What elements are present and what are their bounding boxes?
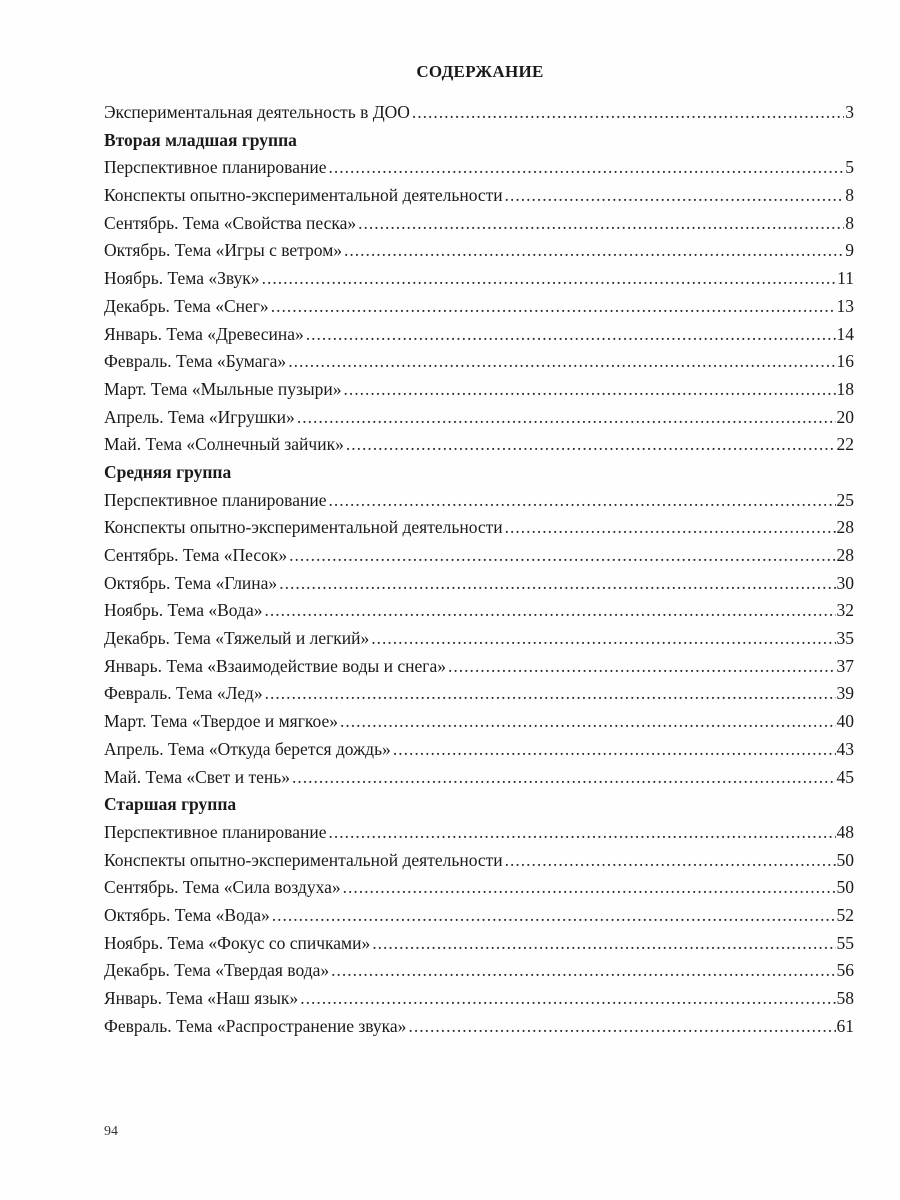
dot-leader xyxy=(505,847,836,875)
toc-page-number: 58 xyxy=(836,988,854,1008)
toc-page-number: 56 xyxy=(836,960,854,981)
dot-leader xyxy=(292,764,836,792)
toc-entry-text: Январь. Тема «Древесина» xyxy=(104,323,304,344)
toc-entry xyxy=(104,182,854,210)
dot-leader xyxy=(343,874,836,902)
dot-leader xyxy=(408,1013,835,1041)
dot-leader xyxy=(297,404,836,432)
toc-entry xyxy=(104,985,854,1013)
toc-page-number: 50 xyxy=(836,877,854,898)
dot-leader xyxy=(306,321,836,349)
toc-page-number: 18 xyxy=(836,378,854,399)
toc-page-number: 45 xyxy=(836,766,854,787)
section-heading-text: Вторая младшая группа xyxy=(104,129,297,150)
toc-entry-text: Январь. Тема «Взаимодействие воды и снега» xyxy=(104,655,446,676)
toc-entry xyxy=(104,902,854,930)
toc-page-number: 43 xyxy=(836,738,854,759)
dot-leader xyxy=(344,237,844,265)
dot-leader xyxy=(358,210,844,238)
dot-leader xyxy=(448,653,836,681)
dot-leader xyxy=(264,597,835,625)
toc-page-number: 8 xyxy=(845,185,854,206)
toc-page-number: 40 xyxy=(836,711,854,732)
toc-entry-text: Декабрь. Тема «Тяжелый и легкий» xyxy=(104,628,370,649)
toc-entry xyxy=(104,237,854,265)
toc-entry-text: Сентябрь. Тема «Сила воздуха» xyxy=(104,877,341,898)
toc-entry xyxy=(104,736,854,764)
toc-entry xyxy=(104,376,854,404)
toc-entry-text: Декабрь. Тема «Твердая вода» xyxy=(104,960,330,981)
toc-entry xyxy=(104,487,854,515)
toc-page-number: 5 xyxy=(845,157,854,178)
toc-entry-text: Октябрь. Тема «Игры с ветром» xyxy=(104,240,343,261)
toc-entry xyxy=(104,321,854,349)
table-of-contents xyxy=(104,99,854,1040)
toc-entry-text: Апрель. Тема «Откуда берется дождь» xyxy=(104,738,391,759)
toc-entry xyxy=(104,265,854,293)
dot-leader xyxy=(265,680,836,708)
toc-entry-text: Май. Тема «Солнечный зайчик» xyxy=(104,434,344,455)
toc-page-number: 32 xyxy=(836,600,854,621)
toc-page-number: 50 xyxy=(836,849,854,870)
dot-leader xyxy=(288,348,835,376)
toc-entry xyxy=(104,957,854,985)
toc-page-number: 35 xyxy=(836,628,854,649)
toc-entry-text: Октябрь. Тема «Вода» xyxy=(104,904,270,925)
toc-entry-text: Февраль. Тема «Распространение звука» xyxy=(104,1015,407,1036)
dot-leader xyxy=(328,819,835,847)
toc-entry xyxy=(104,874,854,902)
toc-entry xyxy=(104,653,854,681)
dot-leader xyxy=(346,431,836,459)
toc-page-number: 20 xyxy=(836,406,854,427)
toc-entry-text: Сентябрь. Тема «Песок» xyxy=(104,545,288,565)
toc-page-number: 61 xyxy=(836,1015,854,1036)
toc-entry xyxy=(104,764,854,792)
toc-section-heading xyxy=(104,791,854,819)
dot-leader xyxy=(393,736,836,764)
toc-page-number: 55 xyxy=(836,932,854,953)
dot-leader xyxy=(271,293,836,321)
toc-page-number: 39 xyxy=(836,683,854,704)
toc-entry-text: Сентябрь. Тема «Свойства песка» xyxy=(104,212,357,233)
toc-page-number: 37 xyxy=(836,655,854,676)
toc-page-number: 3 xyxy=(845,102,854,122)
section-heading-text: Средняя группа xyxy=(104,461,232,482)
toc-page-number: 28 xyxy=(836,545,854,565)
toc-page-number: 25 xyxy=(836,489,854,510)
toc-section-heading xyxy=(104,127,854,155)
dot-leader xyxy=(262,265,837,293)
toc-entry xyxy=(104,680,854,708)
toc-title: СОДЕРЖАНИЕ xyxy=(416,62,544,81)
toc-entry xyxy=(104,404,854,432)
toc-page-number: 8 xyxy=(845,212,854,233)
toc-entry xyxy=(104,819,854,847)
toc-entry-text: Перспективное планирование xyxy=(104,157,327,178)
toc-entry-text: Февраль. Тема «Лед» xyxy=(104,683,263,704)
toc-entry-text: Март. Тема «Твердое и мягкое» xyxy=(104,711,338,732)
toc-entry-text: Январь. Тема «Наш язык» xyxy=(104,988,299,1008)
toc-section-heading xyxy=(104,459,854,487)
toc-entry xyxy=(104,514,854,542)
toc-entry-text: Май. Тема «Свет и тень» xyxy=(104,766,290,787)
toc-entry-text: Февраль. Тема «Бумага» xyxy=(104,351,287,372)
section-heading-text: Старшая группа xyxy=(104,794,237,815)
toc-page-number: 28 xyxy=(836,517,854,538)
toc-entry xyxy=(104,542,854,570)
dot-leader xyxy=(505,182,845,210)
toc-page-number: 22 xyxy=(836,434,854,455)
toc-page-number: 30 xyxy=(836,572,854,593)
toc-entry xyxy=(104,431,854,459)
toc-entry xyxy=(104,348,854,376)
dot-leader xyxy=(300,985,835,1013)
dot-leader xyxy=(289,542,835,570)
toc-page-number: 52 xyxy=(836,904,854,925)
toc-entry-text: Октябрь. Тема «Глина» xyxy=(104,572,278,593)
toc-entry xyxy=(104,1013,854,1041)
toc-entry-text: Конспекты опытно-экспериментальной деятельности xyxy=(104,517,503,538)
toc-entry xyxy=(104,847,854,875)
dot-leader xyxy=(371,625,835,653)
toc-entry xyxy=(104,708,854,736)
toc-entry-text: Перспективное планирование xyxy=(104,821,327,842)
dot-leader xyxy=(344,376,836,404)
toc-entry-text: Ноябрь. Тема «Звук» xyxy=(104,268,260,289)
toc-page-number: 14 xyxy=(836,323,854,344)
toc-entry xyxy=(104,293,854,321)
dot-leader xyxy=(505,514,836,542)
toc-page-number: 9 xyxy=(845,240,854,261)
toc-entry-text: Декабрь. Тема «Снег» xyxy=(104,295,269,316)
dot-leader xyxy=(412,99,844,127)
dot-leader xyxy=(331,957,835,985)
toc-entry-text: Экспериментальная деятельность в ДОО xyxy=(104,102,410,122)
toc-page-number: 48 xyxy=(836,821,854,842)
dot-leader xyxy=(372,930,835,958)
toc-entry-text: Перспективное планирование xyxy=(104,489,327,510)
toc-entry-text: Ноябрь. Тема «Фокус со спичками» xyxy=(104,932,371,953)
toc-page-number: 13 xyxy=(836,295,854,316)
toc-entry xyxy=(104,210,854,238)
toc-entry xyxy=(104,154,854,182)
toc-entry xyxy=(104,930,854,958)
toc-entry-text: Ноябрь. Тема «Вода» xyxy=(104,600,263,621)
toc-entry xyxy=(104,570,854,598)
toc-entry-text: Конспекты опытно-экспериментальной деятельности xyxy=(104,849,503,870)
dot-leader xyxy=(272,902,836,930)
toc-entry-text: Март. Тема «Мыльные пузыри» xyxy=(104,378,342,399)
toc-entry-text: Апрель. Тема «Игрушки» xyxy=(104,406,295,427)
toc-entry-text: Конспекты опытно-экспериментальной деятельности xyxy=(104,185,503,206)
dot-leader xyxy=(328,154,844,182)
toc-page-number: 16 xyxy=(836,351,854,372)
dot-leader xyxy=(340,708,836,736)
dot-leader xyxy=(328,487,835,515)
toc-entry xyxy=(104,625,854,653)
page-number: 94 xyxy=(104,1124,118,1139)
toc-page-number: 11 xyxy=(837,268,854,289)
toc-entry xyxy=(104,597,854,625)
dot-leader xyxy=(279,570,835,598)
toc-entry xyxy=(104,99,854,127)
